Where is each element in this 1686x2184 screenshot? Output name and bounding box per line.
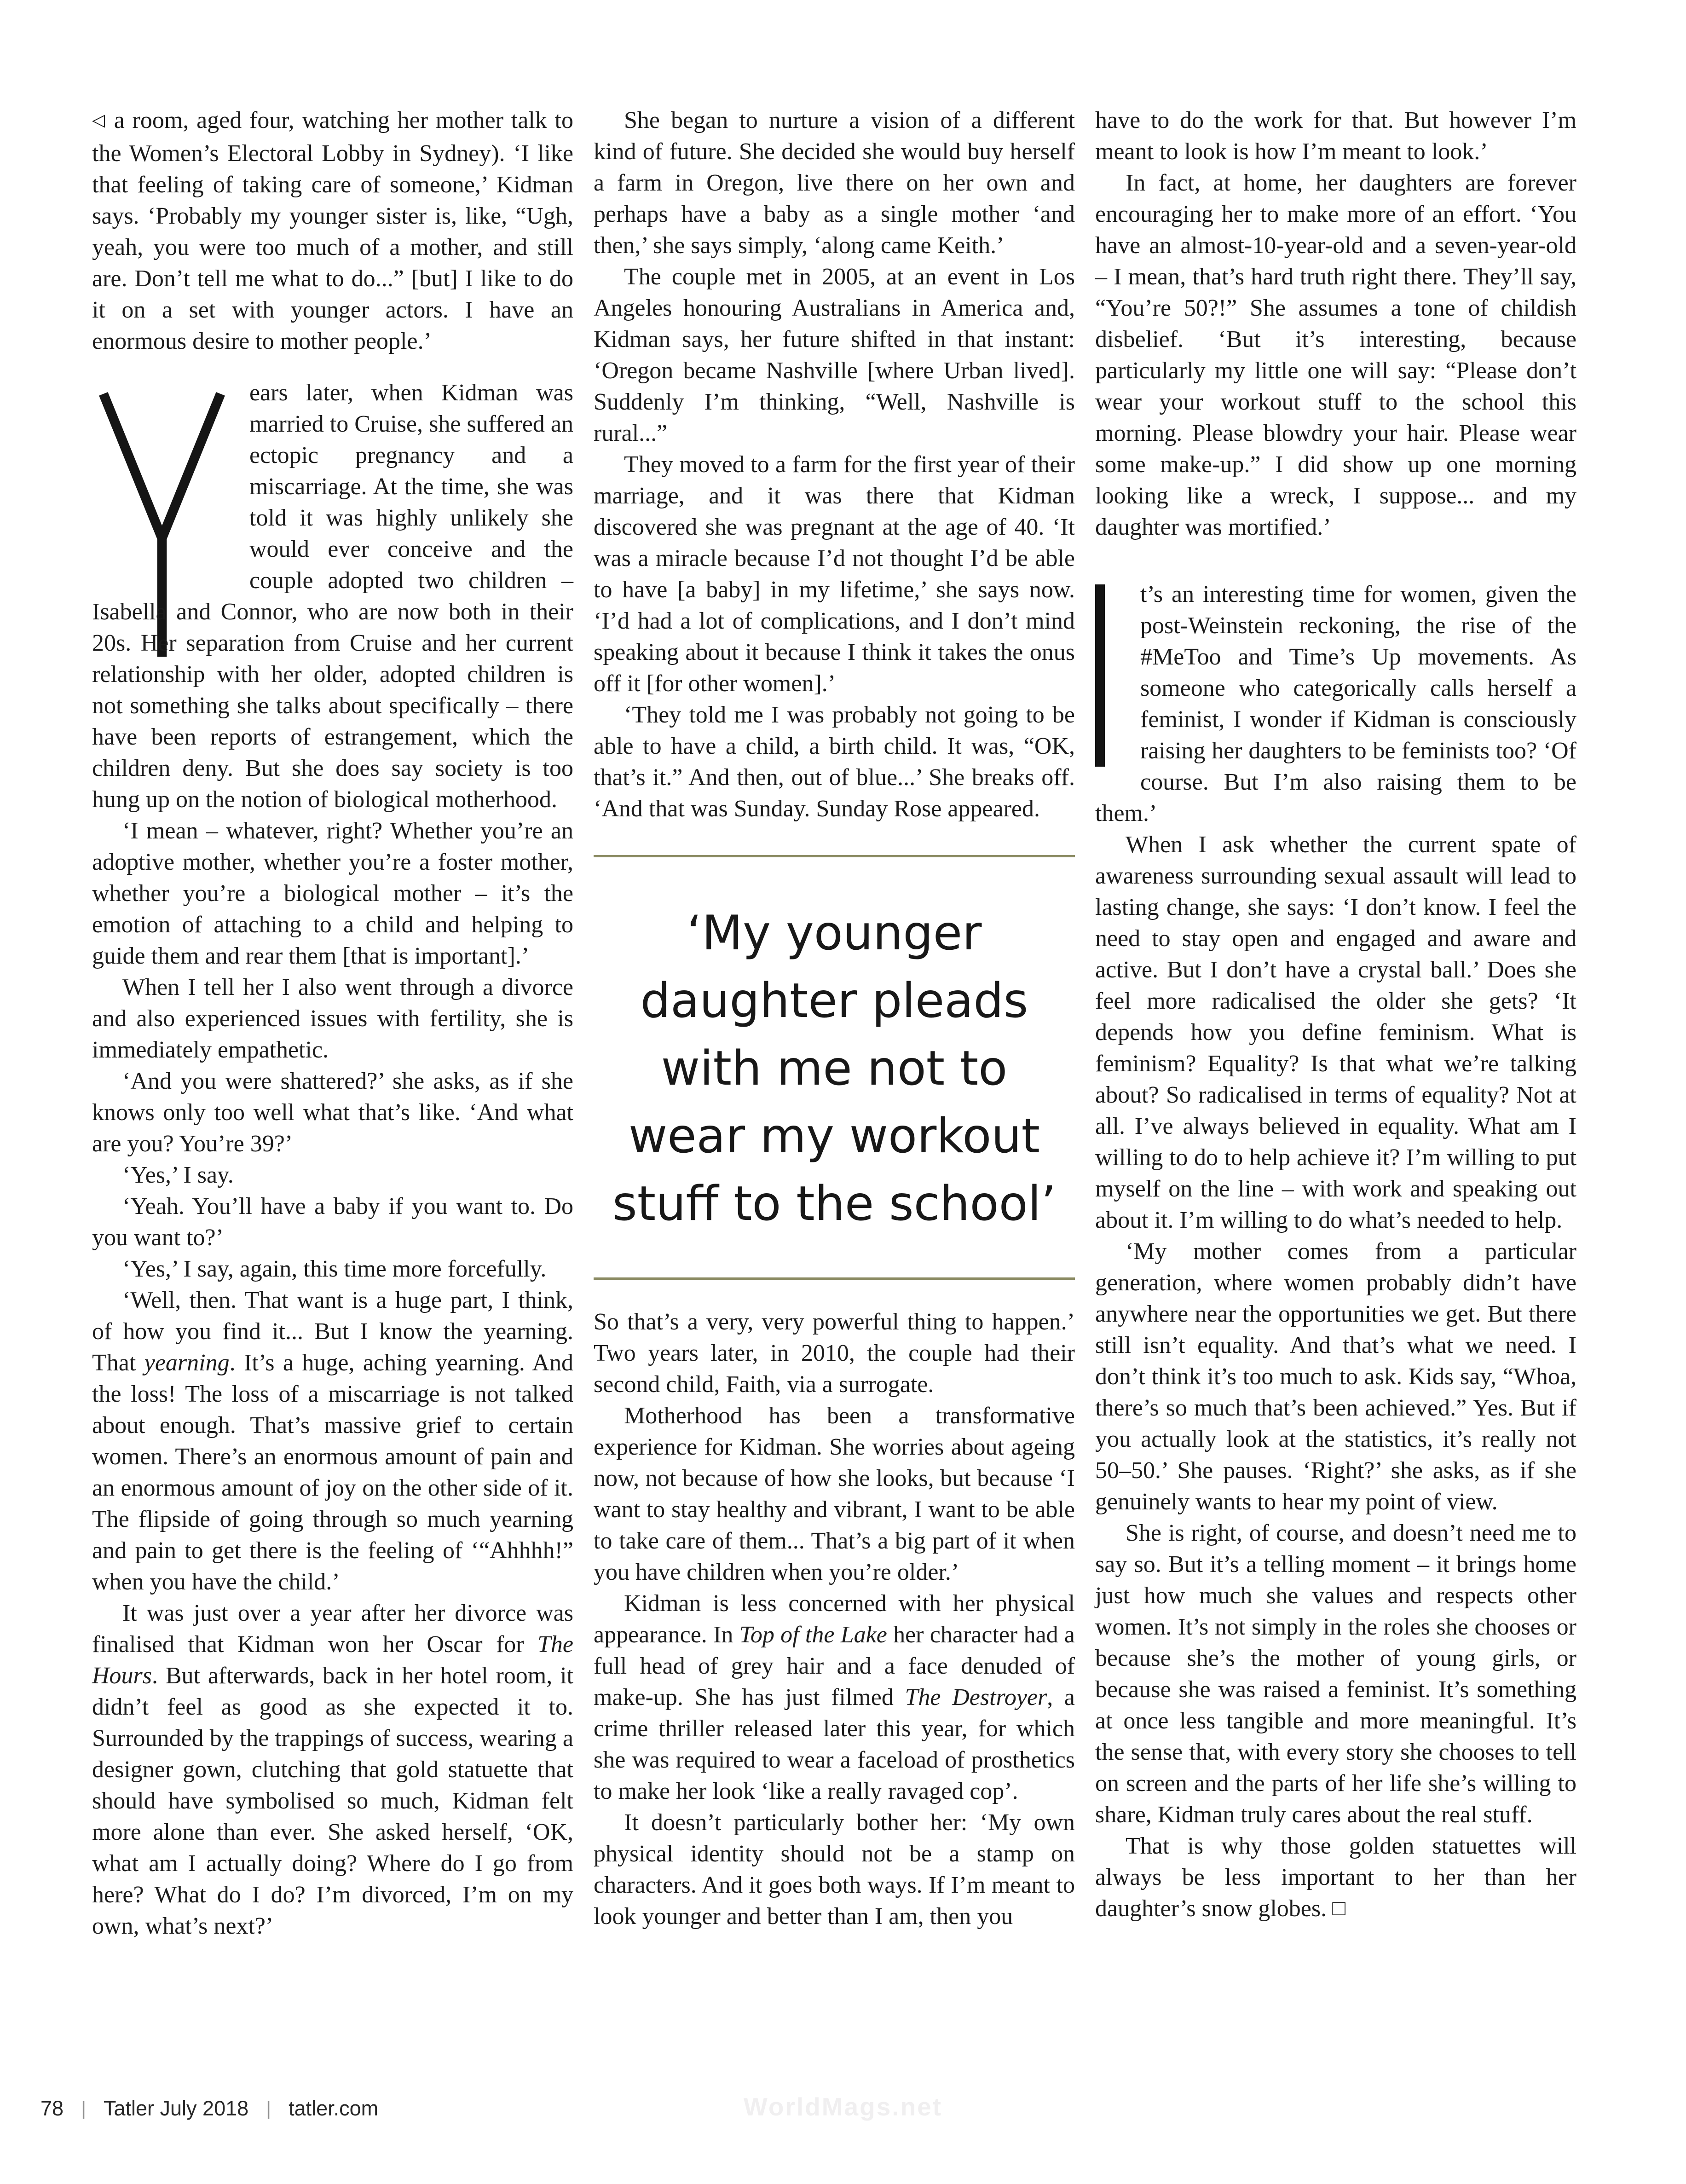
paragraph: Motherhood has been a transformative experience for Kidman. She worries about ageing now, not because of how she looks, but because ‘I want to stay healthy and vibrant, I want to be able to take care of them... That’s a big part of it when you have children when you’re older.’: [594, 1403, 1075, 1585]
paragraph: So that’s a very, very powerful thing to happen.’ Two years later, in 2010, the couple had their second child, Faith, via a surrogate.: [594, 1309, 1075, 1398]
pull-quote-line: daughter pleads: [640, 973, 1028, 1028]
paragraph: ‘And you were shattered?’ she asks, as if she knows only too well what that’s like. ‘And what are you? You’re 39?’: [92, 1068, 573, 1157]
paragraph: ‘Yeah. You’ll have a baby if you want to. Do you want to?’: [92, 1193, 573, 1251]
paragraph: ‘Well, then. That want is a huge part, I think, of how you find it... But I know the yearning. That yearning. It’s a huge, aching yearning. And the loss! The loss of a miscarriage is not talked about enough. That’s massive grief to certain women. There’s an enormous amount of pain and an enormous amount of joy on the other side of it. The flipside of going through so much yearning and pain to get there is the feeling of ‘“Ahhhh!” when you have the child.’: [92, 1287, 573, 1595]
page-footer: [40, 2097, 378, 2120]
footer-website: tatler.com: [289, 2097, 379, 2120]
pull-quote: [594, 855, 1075, 1280]
article-columns: [92, 105, 1577, 1942]
paragraph: She began to nurture a vision of a different kind of future. She decided she would buy herself a farm in Oregon, live there on her own and perhaps have a baby as a single mother ‘and then,’ she says simply, ‘along came Keith.’: [594, 107, 1075, 259]
paragraph: t’s an interesting time for women, given the post-Weinstein reckoning, the rise of the #MeToo and Time’s Up movements. As someone who categorically calls herself a feminist, I wonder if Kidman is consciously raising her daughters to be feminists too? ‘Of course. But I’m also raising them to be them.’: [1095, 579, 1576, 829]
paragraph: ‘I mean – whatever, right? Whether you’re an adoptive mother, whether you’re a foster mother, whether you’re a biological mother – it’s the emotion of attaching to a child and helping to guide them and rear them [that is important].’: [92, 818, 573, 969]
page-number: 78: [40, 2097, 64, 2120]
paragraph: ‘Yes,’ I say, again, this time more forcefully.: [122, 1256, 547, 1282]
paragraph: ears later, when Kidman was married to Cruise, she suffered an ectopic pregnancy and a miscarriage. At the time, she was told it was highly unlikely she would ever conceive and the couple adopted two children – Isabella and Connor, who are now both in their 20s. Her separation from Cruise and her current relationship with her older, adopted children is not something she talks about specifically – there have been reports of estrangement, which the children deny. But she does say society is too hung up on the notion of biological motherhood.: [92, 377, 573, 815]
italic-run: yearning: [144, 1350, 230, 1376]
italic-run: The Hours: [92, 1631, 573, 1689]
paragraph: ‘Yes,’ I say.: [122, 1162, 234, 1188]
paragraph: ‘My mother comes from a particular generation, where women probably didn’t have anywhere near the opportunities we get. But there still isn’t equality. And that’s what we need. I don’t think it’s too much to ask. Kids say, “Whoa, there’s so much that’s been achieved.” Yes. But if you actually look at the statistics, it’s really not 50–50.’ She pauses. ‘Right?’ she asks, as if she genuinely wants to hear my point of view.: [1095, 1238, 1576, 1515]
watermark: WorldMags.net: [743, 2092, 943, 2121]
pull-quote-rule-bottom: [594, 1277, 1075, 1280]
paragraph: It was just over a year after her divorce was finalised that Kidman won her Oscar for The Hours. But afterwards, back in her hotel room, it didn’t feel as good as she expected it to. Surrounded by the trappings of success, wearing a designer gown, clutching that gold statuette that should have symbolised so much, Kidman felt more alone than ever. She asked herself, ‘OK, what am I actually doing? Where do I go from here? What do I do? I’m divorced, I’m on my own, what’s next?’: [92, 1600, 573, 1939]
continuation-triangle-icon: ◁: [92, 111, 107, 129]
footer-issue: Tatler July 2018: [103, 2097, 249, 2120]
paragraph: The couple met in 2005, at an event in Los Angeles honouring Australians in America and, Kidman says, her future shifted in that instant: ‘Oregon became Nashville [where Urban lived]. Suddenly I’m thinking, “Well, Nashville is rural...”: [594, 264, 1075, 446]
pull-quote-line: ‘My younger: [687, 906, 982, 961]
footer-separator: |: [81, 2097, 86, 2119]
paragraph: They moved to a farm for the first year of their marriage, and it was there that Kidman discovered she was pregnant at the age of 40. ‘It was a miracle because I’d not thought I’d be able to have [a baby] in my lifetime,’ she says now. ‘I’d had a lot of complications, and I don’t mind speaking about it because I think it takes the onus off it [for other women].’: [594, 451, 1075, 697]
pull-quote-text: [594, 857, 1075, 1277]
paragraph: Kidman is less concerned with her physical appearance. In Top of the Lake her character had a full head of grey hair and a face denuded of make-up. She has just filmed The Destroyer, a crime thriller released later this year, for which she was required to wear a faceload of prosthetics to make her look ‘like a really ravaged cop’.: [594, 1590, 1075, 1804]
pull-quote-line: with me not to: [661, 1041, 1008, 1096]
paragraph: She is right, of course, and doesn’t need me to say so. But it’s a telling moment – it brings home just how much she values and respects other women. It’s not simply in the roles she chooses or because she’s the mother of young girls, or because she was raised a feminist. It’s something at once less tangible and more meaningful. It’s the sense that, with every story she chooses to tell on screen and the parts of her life she’s willing to share, Kidman truly cares about the real stuff.: [1095, 1520, 1576, 1828]
paragraph: That is why those golden statuettes will always be less important to her than her daughter’s snow globes. □: [1095, 1833, 1576, 1922]
end-of-article-icon: □: [1332, 1896, 1345, 1920]
paragraph: When I tell her I also went through a divorce and also experienced issues with fertility, she is immediately empathetic.: [92, 974, 573, 1063]
column-middle: [594, 105, 1075, 1942]
drop-cap-i: [1095, 579, 1140, 768]
drop-cap-y: [92, 377, 249, 572]
paragraph: ◁ a room, aged four, watching her mother talk to the Women’s Electoral Lobby in Sydney). ‘I like that feeling of taking care of someone,’ Kidman says. ‘Probably my younger sister is, like, “Ugh, yeah, you were too much of a mother, and still are. Don’t tell me what to do...” [but] I like to do it on a set with younger actors. I have an enormous desire to mother people.’: [92, 107, 573, 354]
paragraph: have to do the work for that. But however I’m meant to look is how I’m meant to look.’: [1095, 107, 1576, 165]
italic-run: Top of the Lake: [739, 1622, 887, 1648]
drop-cap-y-glyph: [94, 377, 230, 672]
pull-quote-line: wear my workout: [628, 1109, 1040, 1164]
drop-cap-i-glyph: [1095, 584, 1105, 767]
paragraph: When I ask whether the current spate of awareness surrounding sexual assault will lead to lasting change, she says: ‘I don’t know. I feel the need to stay open and engaged and aware and active. But I don’t have a crystal ball.’ Does she feel more radicalised the older she gets? ‘It depends how you define feminism. What is feminism? Equality? Is that what we’re talking about? So radicalised in terms of equality? Not at all. I’ve always believed in equality. What am I willing to do to help achieve it? I’m willing to put myself on the line – with work and speaking out about it. I’m willing to do what’s needed to help.: [1095, 832, 1576, 1233]
column-left: [92, 105, 573, 1942]
paragraph: ‘They told me I was probably not going to be able to have a child, a birth child. It was, “OK, that’s it.” And then, out of blue...’ She breaks off. ‘And that was Sunday. Sunday Rose appeared.: [594, 702, 1075, 822]
column-right: [1095, 105, 1576, 1942]
italic-run: The Destroyer: [905, 1684, 1047, 1710]
paragraph: In fact, at home, her daughters are forever encouraging her to make more of an effort. ‘You have an almost-10-year-old and a seven-year-old – I mean, that’s hard truth right there. They’ll say, “You’re 50?!” She assumes a tone of childish disbelief. ‘But it’s interesting, because particularly my little one will say: “Please don’t wear your workout stuff to the school this morning. Please blowdry your hair. Please wear some make-up.” I did show up one morning looking like a wreck, I suppose... and my daughter was mortified.’: [1095, 170, 1576, 540]
paragraph: It doesn’t particularly bother her: ‘My own physical identity should not be a stamp on characters. And it goes both ways. If I’m meant to look younger and better than I am, then you: [594, 1809, 1075, 1930]
pull-quote-line: stuff to the school’: [612, 1176, 1056, 1231]
footer-separator: |: [266, 2097, 271, 2119]
